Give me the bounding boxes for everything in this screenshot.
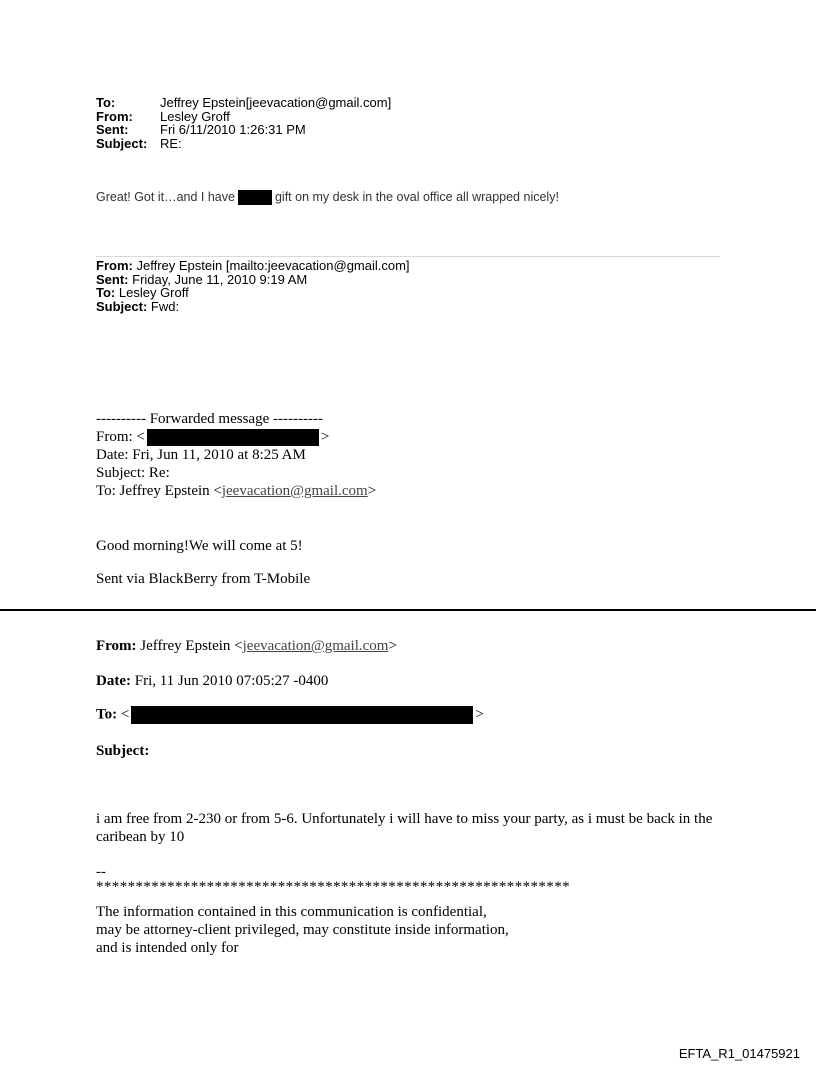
orig-from-label: From:	[96, 638, 137, 654]
forwarded-banner: ---------- Forwarded message ----------	[96, 411, 323, 427]
asterisk-separator: ************************************************************	[96, 879, 570, 895]
to-value: Jeffrey Epstein[jeevacation@gmail.com]	[160, 95, 392, 110]
fm-to-email-link[interactable]: jeevacation@gmail.com	[221, 483, 368, 500]
fwd-subject-row	[96, 300, 410, 314]
divider	[96, 256, 720, 257]
fm-subject-line: Subject: Re:	[96, 465, 170, 482]
top-email-header	[96, 96, 391, 150]
fwd-from-value: Jeffrey Epstein [mailto:jeevacation@gmail.com]	[136, 258, 410, 273]
subject-value: RE:	[160, 135, 182, 151]
fm-to-line	[96, 482, 376, 500]
fwd-sent-label: Sent:	[96, 271, 129, 287]
fwd-subject-label: Subject:	[96, 298, 148, 314]
to-label: To:	[96, 95, 116, 110]
section-divider	[0, 609, 816, 611]
orig-to-line	[96, 706, 484, 724]
orig-date-value: Fri, 11 Jun 2010 07:05:27 -0400	[134, 673, 329, 689]
fwd-from-row	[96, 259, 410, 273]
orig-subject-line	[96, 743, 149, 760]
blackberry-signature: Sent via BlackBerry from T-Mobile	[96, 571, 311, 587]
fm-from-line	[96, 428, 376, 446]
signature-dash: --	[96, 864, 106, 880]
fm-date-line: Date: Fri, Jun 11, 2010 at 8:25 AM	[96, 447, 306, 464]
orig-from-email-link[interactable]: jeevacation@gmail.com	[242, 638, 389, 654]
sent-value: Fri 6/11/2010 1:26:31 PM	[160, 122, 306, 137]
fwd-from-label: From:	[96, 258, 133, 273]
fm-from-suffix: >	[320, 429, 330, 445]
fm-to-prefix: To: Jeffrey Epstein <	[96, 483, 222, 500]
orig-date-line	[96, 673, 328, 690]
fm-to-suffix: >	[367, 483, 377, 500]
from-row	[96, 110, 391, 124]
from-label: From:	[96, 108, 133, 124]
subject-label: Subject:	[96, 135, 148, 151]
from-value: Lesley Groff	[160, 108, 230, 124]
orig-subject-label: Subject:	[96, 743, 150, 759]
to-row	[96, 96, 391, 110]
orig-from-name: Jeffrey Epstein <	[140, 638, 243, 654]
orig-from-suffix: >	[388, 638, 397, 654]
confidentiality-notice: The information contained in this communication is confidential, may be attorney-client privileged, may constitute inside information, and is intended only for	[96, 904, 509, 956]
orig-to-label: To:	[96, 706, 118, 723]
forwarded-body: Good morning!We will come at 5!	[96, 538, 303, 554]
redaction-block	[238, 190, 272, 205]
forwarded-message	[96, 410, 376, 500]
fwd-to-label: To:	[96, 285, 116, 300]
bates-number: EFTA_R1_01475921	[678, 1046, 800, 1061]
fwd-to-row	[96, 286, 410, 300]
orig-to-prefix: <	[120, 706, 130, 723]
sent-row	[96, 123, 391, 137]
fwd-subject-value: Fwd:	[150, 298, 180, 314]
original-body: i am free from 2-230 or from 5-6. Unfortunately i will have to miss your party, as i must be back in the caribean by 10	[96, 811, 713, 845]
fwd-to-value: Lesley Groff	[118, 285, 189, 300]
reply-text-start: Great! Got it…and I have	[96, 190, 235, 204]
redaction-block	[131, 706, 473, 724]
orig-to-suffix: >	[475, 706, 484, 723]
fm-from-prefix: From: <	[96, 429, 145, 445]
reply-body	[96, 190, 559, 205]
forwarded-header	[96, 259, 410, 313]
orig-date-label: Date:	[96, 673, 131, 689]
fwd-sent-row	[96, 273, 410, 287]
fwd-sent-value: Friday, June 11, 2010 9:19 AM	[132, 271, 308, 287]
sent-label: Sent:	[96, 122, 129, 137]
orig-from-line	[96, 638, 397, 655]
subject-row	[96, 137, 391, 151]
reply-text-end: gift on my desk in the oval office all wrapped nicely!	[274, 190, 559, 204]
redaction-block	[147, 429, 319, 446]
